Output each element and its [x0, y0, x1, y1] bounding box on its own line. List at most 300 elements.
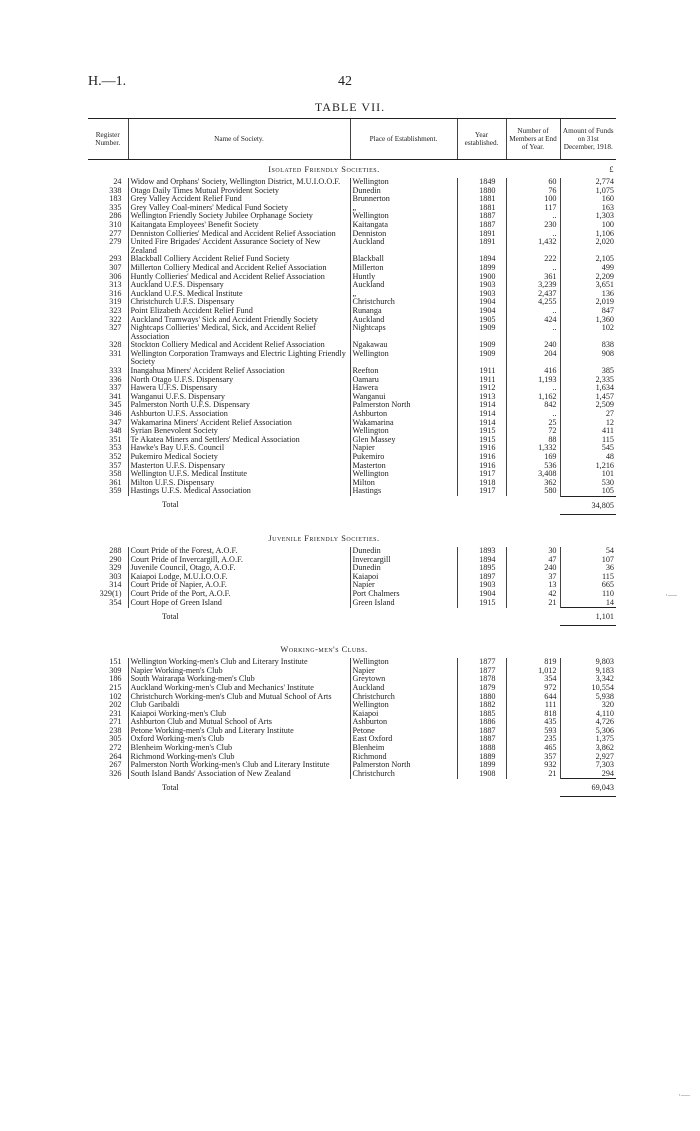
- funds: 838: [601, 341, 614, 350]
- register-number: 359: [109, 487, 122, 496]
- place: Port Chalmers: [350, 590, 457, 599]
- society-name: Wakamarina Miners' Accident Relief Association: [128, 419, 350, 428]
- members: 1,193: [506, 376, 560, 385]
- table-row: [88, 290, 616, 299]
- members: 819: [506, 658, 560, 667]
- members: 47: [506, 556, 560, 565]
- funds: 1,375: [595, 735, 614, 744]
- members: ..: [506, 384, 560, 393]
- year: 1891: [457, 230, 506, 239]
- members: 2,437: [506, 290, 560, 299]
- register-number: 264: [109, 752, 122, 761]
- place: Denniston: [350, 230, 457, 239]
- society-name: Court Pride of Invercargill, A.O.F.: [128, 556, 350, 565]
- table-row: [88, 410, 616, 419]
- members: 424: [506, 316, 560, 325]
- register-number: 331: [109, 349, 122, 358]
- year: 1914: [457, 410, 506, 419]
- members: 435: [506, 718, 560, 727]
- table-row: [88, 667, 616, 676]
- register-number: 337: [109, 384, 122, 393]
- society-name: Point Elizabeth Accident Relief Fund: [128, 307, 350, 316]
- society-name: Auckland U.F.S. Dispensary: [128, 281, 350, 290]
- year: 1887: [457, 735, 506, 744]
- table-row: [88, 255, 616, 264]
- total-row: [88, 608, 616, 626]
- year: 1849: [457, 178, 506, 187]
- funds: 12: [605, 418, 614, 427]
- table-row: [88, 599, 616, 608]
- register-number: 306: [109, 272, 122, 281]
- society-name: Hawera U.F.S. Dispensary: [128, 384, 350, 393]
- funds: 115: [602, 435, 614, 444]
- place: Blenheim: [350, 744, 457, 753]
- society-name: Kaiapoi Lodge, M.U.I.O.O.F.: [128, 573, 350, 582]
- year: 1888: [457, 744, 506, 753]
- funds: 5,938: [595, 692, 614, 701]
- year: 1916: [457, 453, 506, 462]
- register-number: 333: [109, 367, 122, 376]
- members: 72: [506, 427, 560, 436]
- funds: 1,216: [595, 461, 614, 470]
- table-row: [88, 761, 616, 770]
- register-number: 358: [109, 470, 122, 479]
- register-number: 186: [109, 675, 122, 684]
- register-number: 286: [109, 212, 122, 221]
- funds: 3,342: [595, 675, 614, 684]
- table-row: [88, 298, 616, 307]
- year: 1909: [457, 341, 506, 350]
- place: Christchurch: [350, 298, 457, 307]
- society-name: Court Pride of the Forest, A.O.F.: [128, 547, 350, 556]
- funds: 48: [605, 453, 614, 461]
- table-row: [88, 684, 616, 693]
- register-number: 24: [113, 178, 122, 186]
- year: 1886: [457, 718, 506, 727]
- funds: 2,335: [595, 375, 614, 384]
- place: Christchurch: [350, 770, 457, 779]
- society-name: Ashburton U.F.S. Association: [128, 410, 350, 419]
- register-number: 329: [109, 564, 122, 573]
- funds: 9,183: [595, 666, 614, 675]
- table-row: [88, 701, 616, 710]
- societies-table: [88, 118, 616, 797]
- place: Hastings: [350, 487, 457, 496]
- register-number: 238: [109, 726, 122, 735]
- register-number: 303: [109, 572, 122, 581]
- funds: 2,927: [595, 752, 614, 761]
- funds: 9,803: [595, 658, 614, 667]
- year: 1877: [457, 667, 506, 676]
- funds: 136: [601, 289, 614, 298]
- funds: 102: [601, 324, 614, 333]
- funds: 2,509: [595, 401, 614, 410]
- society-name: Wellington Friendly Society Jubilee Orphanage Society: [128, 212, 350, 221]
- section-title: Working-men's Clubs.: [280, 645, 368, 655]
- place: Ashburton: [350, 410, 457, 419]
- register-number: 351: [109, 435, 122, 444]
- place: Dunedin: [350, 547, 457, 556]
- society-name: Court Hope of Green Island: [128, 599, 350, 608]
- society-name: Christchurch Working-men's Club and Mutual School of Arts: [128, 693, 350, 702]
- year: 1887: [457, 212, 506, 221]
- place: Hawera: [350, 384, 457, 393]
- members: 88: [506, 436, 560, 445]
- report-reference: H.—1.: [88, 74, 127, 89]
- funds: 3,651: [595, 281, 614, 290]
- funds: 411: [602, 427, 614, 436]
- place: Auckland: [350, 684, 457, 693]
- members: 240: [506, 341, 560, 350]
- register-number: 353: [109, 444, 122, 453]
- separator-cell: [88, 514, 616, 529]
- table-row: [88, 770, 616, 779]
- year: 1904: [457, 590, 506, 599]
- table-row: [88, 204, 616, 213]
- members: 235: [506, 735, 560, 744]
- members: 4,255: [506, 298, 560, 307]
- place: Huntly: [350, 273, 457, 282]
- year: 1903: [457, 290, 506, 299]
- society-name: Denniston Collieries' Medical and Accident Relief Association: [128, 230, 350, 239]
- table-row: [88, 547, 616, 556]
- place: Wanganui: [350, 393, 457, 402]
- register-number: 151: [109, 658, 122, 667]
- margin-mark: ·—: [678, 1090, 690, 1100]
- funds: 100: [601, 220, 614, 229]
- place: Richmond: [350, 753, 457, 762]
- funds: 320: [601, 701, 614, 710]
- table-row: [88, 470, 616, 479]
- members: 1,162: [506, 393, 560, 402]
- register-number: 305: [109, 735, 122, 744]
- year: 1887: [457, 727, 506, 736]
- place: Ngakawau: [350, 341, 457, 350]
- register-number: 310: [109, 220, 122, 229]
- society-name: Milton U.F.S. Dispensary: [128, 479, 350, 488]
- place: Oamaru: [350, 376, 457, 385]
- year: 1887: [457, 221, 506, 230]
- members: 1,012: [506, 667, 560, 676]
- members: 21: [506, 770, 560, 779]
- society-name: Christchurch U.F.S. Dispensary: [128, 298, 350, 307]
- register-number: 271: [109, 718, 122, 727]
- year: 1911: [457, 367, 506, 376]
- year: 1911: [457, 376, 506, 385]
- funds: 160: [601, 195, 614, 204]
- society-name: Masterton U.F.S. Dispensary: [128, 462, 350, 471]
- place: Runanga: [350, 307, 457, 316]
- place: Auckland: [350, 281, 457, 290]
- register-number: 323: [109, 306, 122, 315]
- table-row: [88, 178, 616, 187]
- register-number: 231: [109, 709, 122, 718]
- society-name: Hawke's Bay U.F.S. Council: [128, 444, 350, 453]
- table-title: TABLE VII.: [314, 100, 386, 114]
- register-number: 328: [109, 341, 122, 350]
- section-title-row: [88, 640, 616, 658]
- members: 818: [506, 710, 560, 719]
- society-name: Syrian Benevolent Society: [128, 427, 350, 436]
- table-row: [88, 195, 616, 204]
- year: 1904: [457, 298, 506, 307]
- members: 111: [506, 701, 560, 710]
- society-name: Blackball Colliery Accident Relief Fund Society: [128, 255, 350, 264]
- section-separator: [88, 626, 616, 641]
- year: 1917: [457, 470, 506, 479]
- society-name: Widow and Orphans' Society, Wellington District, M.U.I.O.O.F.: [128, 178, 350, 187]
- year: 1903: [457, 281, 506, 290]
- table-row: [88, 221, 616, 230]
- place: Palmerston North: [350, 401, 457, 410]
- table-row: [88, 590, 616, 599]
- register-number: 341: [109, 392, 122, 401]
- place: Millerton: [350, 264, 457, 273]
- year: 1917: [457, 487, 506, 496]
- society-name: South Wairarapa Working-men's Club: [128, 675, 350, 684]
- register-number: 272: [109, 744, 122, 753]
- members: 536: [506, 462, 560, 471]
- year: 1897: [457, 573, 506, 582]
- funds: 163: [601, 203, 614, 212]
- members: 972: [506, 684, 560, 693]
- members: 842: [506, 401, 560, 410]
- table-body: [88, 160, 616, 797]
- table-row: [88, 753, 616, 762]
- year: 1894: [457, 255, 506, 264]
- table-row: [88, 341, 616, 350]
- year: 1913: [457, 393, 506, 402]
- society-name: Grey Valley Accident Relief Fund: [128, 195, 350, 204]
- members: 354: [506, 675, 560, 684]
- year: 1878: [457, 675, 506, 684]
- place: Pukemiro: [350, 453, 457, 462]
- table-row: [88, 238, 616, 255]
- year: 1914: [457, 401, 506, 410]
- society-name: Petone Working-men's Club and Literary Institute: [128, 727, 350, 736]
- place: „: [350, 204, 457, 213]
- section-title-row: [88, 160, 616, 179]
- place: Invercargill: [350, 556, 457, 565]
- table-row: [88, 187, 616, 196]
- register-number: 307: [109, 263, 122, 272]
- society-name: Palmerston North U.F.S. Dispensary: [128, 401, 350, 410]
- place: Brunnerton: [350, 195, 457, 204]
- place: Green Island: [350, 599, 457, 608]
- year: 1899: [457, 761, 506, 770]
- funds: 1,303: [595, 212, 614, 221]
- place: Wellington: [350, 350, 457, 367]
- members: ..: [506, 410, 560, 419]
- table-row: [88, 393, 616, 402]
- members: 30: [506, 547, 560, 556]
- register-number: 345: [109, 401, 122, 410]
- place: Napier: [350, 581, 457, 590]
- place: Glen Massey: [350, 436, 457, 445]
- place: Nightcaps: [350, 324, 457, 341]
- register-number: 329(1): [99, 589, 122, 598]
- funds: 665: [601, 581, 614, 590]
- funds: 385: [601, 367, 614, 376]
- members: 416: [506, 367, 560, 376]
- register-number: 361: [109, 478, 122, 487]
- members: 3,408: [506, 470, 560, 479]
- members: 3,239: [506, 281, 560, 290]
- funds: 499: [601, 263, 614, 272]
- page-number: 42: [338, 74, 352, 89]
- year: 1879: [457, 684, 506, 693]
- table-row: [88, 273, 616, 282]
- society-name: North Otago U.F.S. Dispensary: [128, 376, 350, 385]
- register-number: 267: [109, 761, 122, 770]
- col-members: Number of Members at End of Year.: [506, 119, 560, 160]
- society-name: Auckland U.F.S. Medical Institute: [128, 290, 350, 299]
- table-row: [88, 462, 616, 471]
- table-row: [88, 453, 616, 462]
- total-row: [88, 779, 616, 797]
- funds: 107: [601, 555, 614, 564]
- members: 76: [506, 187, 560, 196]
- society-name: Otago Daily Times Mutual Provident Society: [128, 187, 350, 196]
- society-name: Ashburton Club and Mutual School of Arts: [128, 718, 350, 727]
- place: Wellington: [350, 658, 457, 667]
- society-name: Court Pride of Napier, A.O.F.: [128, 581, 350, 590]
- year: 1893: [457, 547, 506, 556]
- register-number: 279: [109, 238, 122, 247]
- members: 25: [506, 419, 560, 428]
- table-row: [88, 401, 616, 410]
- funds: 4,726: [595, 718, 614, 727]
- society-name: Huntly Collieries' Medical and Accident Relief Association: [128, 273, 350, 282]
- separator-cell: [88, 626, 616, 641]
- section-separator: [88, 514, 616, 529]
- place: Wakamarina: [350, 419, 457, 428]
- society-name: Wellington U.F.S. Medical Institute: [128, 470, 350, 479]
- members: 37: [506, 573, 560, 582]
- funds: 110: [602, 589, 614, 598]
- society-name: Te Akatea Miners and Settlers' Medical Association: [128, 436, 350, 445]
- total-spacer: [88, 608, 128, 626]
- year: 1881: [457, 195, 506, 204]
- year: 1915: [457, 599, 506, 608]
- table-row: [88, 444, 616, 453]
- funds: 1,360: [595, 315, 614, 324]
- place: Napier: [350, 444, 457, 453]
- table-row: [88, 744, 616, 753]
- table-row: [88, 581, 616, 590]
- table-row: [88, 316, 616, 325]
- table-row: [88, 376, 616, 385]
- society-name: Kaitangata Employees' Benefit Society: [128, 221, 350, 230]
- year: 1895: [457, 564, 506, 573]
- society-name: United Fire Brigades' Accident Assurance Society of New Zealand: [128, 238, 350, 255]
- register-number: 314: [109, 581, 122, 590]
- funds: 908: [601, 349, 614, 358]
- table-row: [88, 427, 616, 436]
- register-number: 288: [109, 546, 122, 555]
- members: 169: [506, 453, 560, 462]
- register-number: 326: [109, 769, 122, 778]
- year: 1915: [457, 427, 506, 436]
- place: Ashburton: [350, 718, 457, 727]
- members: 13: [506, 581, 560, 590]
- funds: 36: [605, 564, 614, 573]
- year: 1915: [457, 436, 506, 445]
- society-name: Auckland Tramways' Sick and Accident Friendly Society: [128, 316, 350, 325]
- table-row: [88, 710, 616, 719]
- members: 60: [506, 178, 560, 187]
- year: 1880: [457, 187, 506, 196]
- year: 1904: [457, 307, 506, 316]
- register-number: 102: [109, 692, 122, 701]
- year: 1885: [457, 710, 506, 719]
- place: Christchurch: [350, 693, 457, 702]
- members: ..: [506, 307, 560, 316]
- register-number: 202: [109, 701, 122, 710]
- register-number: 346: [109, 410, 122, 419]
- members: 100: [506, 195, 560, 204]
- society-name: Club Garibaldi: [128, 701, 350, 710]
- year: 1918: [457, 479, 506, 488]
- margin-mark: ·—: [665, 590, 677, 600]
- register-number: 316: [109, 289, 122, 298]
- funds: 2,209: [595, 272, 614, 281]
- members: 361: [506, 273, 560, 282]
- society-name: Pukemiro Medical Society: [128, 453, 350, 462]
- members: 465: [506, 744, 560, 753]
- society-name: Court Pride of the Port, A.O.F.: [128, 590, 350, 599]
- register-number: 215: [109, 683, 122, 692]
- society-name: Oxford Working-men's Club: [128, 735, 350, 744]
- society-name: Napier Working-men's Club: [128, 667, 350, 676]
- year: 1903: [457, 581, 506, 590]
- place: Wellington: [350, 701, 457, 710]
- funds: 1,106: [595, 229, 614, 238]
- society-name: South Island Bands' Association of New Zealand: [128, 770, 350, 779]
- register-number: 352: [109, 453, 122, 461]
- total-label: Total: [162, 782, 179, 792]
- table-row: [88, 727, 616, 736]
- funds: 294: [601, 769, 614, 778]
- place: Blackball: [350, 255, 457, 264]
- funds: 54: [605, 546, 614, 555]
- total-funds: 1,101: [560, 608, 616, 626]
- funds: 2,020: [595, 238, 614, 247]
- society-name: Millerton Colliery Medical and Accident Relief Association: [128, 264, 350, 273]
- table-row: [88, 384, 616, 393]
- members: ..: [506, 324, 560, 341]
- funds: 4,110: [595, 709, 614, 718]
- society-name: Auckland Working-men's Club and Mechanics' Institute: [128, 684, 350, 693]
- year: 1877: [457, 658, 506, 667]
- funds: 2,105: [595, 255, 614, 264]
- table-row: [88, 487, 616, 496]
- members: ..: [506, 212, 560, 221]
- society-name: Wellington Corporation Tramways and Electric Lighting Friendly Society: [128, 350, 350, 367]
- total-row: [88, 496, 616, 514]
- register-number: 277: [109, 229, 122, 238]
- place: Kaiapoi: [350, 573, 457, 582]
- place: Wellington: [350, 178, 457, 187]
- members: ..: [506, 230, 560, 239]
- table-row: [88, 658, 616, 667]
- register-number: 335: [109, 203, 122, 212]
- place: Dunedin: [350, 187, 457, 196]
- year: 1894: [457, 556, 506, 565]
- place: Palmerston North: [350, 761, 457, 770]
- members: 580: [506, 487, 560, 496]
- register-number: 290: [109, 555, 122, 564]
